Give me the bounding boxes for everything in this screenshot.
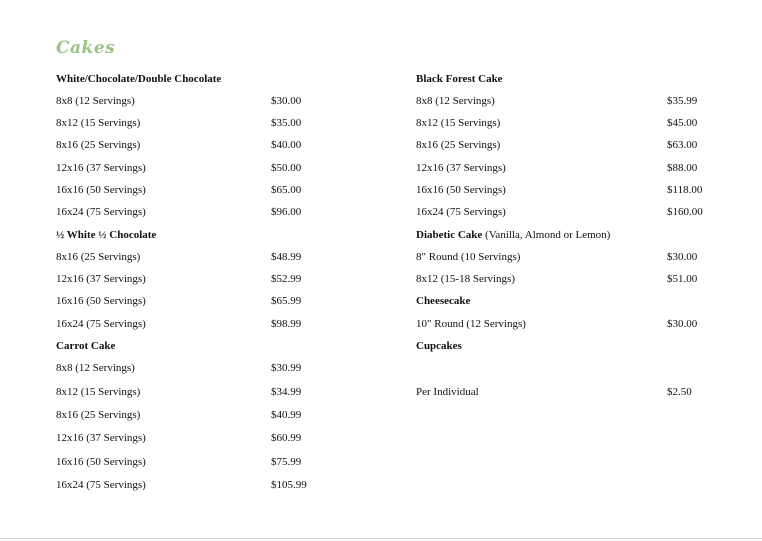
item-size: 12x16 (37 Servings): [56, 162, 146, 174]
item-price: $40.00: [271, 139, 302, 151]
item-price: $105.99: [271, 479, 307, 491]
item-size: 16x16 (50 Servings): [416, 184, 506, 196]
item-price: $50.00: [271, 162, 302, 174]
item-size: Per Individual: [416, 386, 479, 398]
item-size: 8x16 (25 Servings): [416, 139, 501, 151]
item-size: 16x24 (75 Servings): [56, 206, 146, 218]
page-title: Cakes: [56, 38, 116, 58]
item-price: $65.99: [271, 295, 302, 307]
item-size: 8x8 (12 Servings): [416, 95, 495, 107]
item-price: $35.00: [271, 117, 302, 129]
item-size: 10" Round (12 Servings): [416, 318, 526, 330]
section-note: (Vanilla, Almond or Lemon): [482, 229, 611, 241]
item-price: $60.99: [271, 432, 302, 444]
section-heading: ½ White ½ Chocolate: [56, 229, 157, 241]
item-price: $75.99: [271, 456, 302, 468]
item-price: $30.00: [667, 251, 698, 263]
item-size: 12x16 (37 Servings): [416, 162, 506, 174]
item-size: 16x24 (75 Servings): [56, 479, 146, 491]
item-price: $30.00: [271, 95, 302, 107]
item-size: 8x12 (15 Servings): [56, 117, 141, 129]
section-heading: Carrot Cake: [56, 340, 116, 352]
item-size: 16x16 (50 Servings): [56, 184, 146, 196]
item-size: 16x16 (50 Servings): [56, 456, 146, 468]
item-price: $48.99: [271, 251, 302, 263]
item-price: $88.00: [667, 162, 698, 174]
section-heading: Cheesecake: [416, 295, 471, 307]
item-price: $30.00: [667, 318, 698, 330]
item-size: 8x12 (15-18 Servings): [416, 273, 515, 285]
item-size: 12x16 (37 Servings): [56, 432, 146, 444]
item-price: $96.00: [271, 206, 302, 218]
item-price: $51.00: [667, 273, 698, 285]
page-bottom-divider: [0, 538, 762, 539]
item-size: 16x24 (75 Servings): [56, 318, 146, 330]
item-price: $160.00: [667, 206, 703, 218]
item-size: 8" Round (10 Servings): [416, 251, 521, 263]
item-size: 16x16 (50 Servings): [56, 295, 146, 307]
item-size: 8x12 (15 Servings): [56, 386, 141, 398]
item-size: 8x8 (12 Servings): [56, 95, 135, 107]
item-size: 16x24 (75 Servings): [416, 206, 506, 218]
item-price: $118.00: [667, 184, 703, 196]
item-size: 12x16 (37 Servings): [56, 273, 146, 285]
item-price: $30.99: [271, 362, 302, 374]
item-price: $45.00: [667, 117, 698, 129]
item-size: 8x8 (12 Servings): [56, 362, 135, 374]
item-price: $52.99: [271, 273, 302, 285]
item-size: 8x16 (25 Servings): [56, 251, 141, 263]
item-size: 8x12 (15 Servings): [416, 117, 501, 129]
section-heading: Cupcakes: [416, 340, 462, 352]
section-heading: Diabetic Cake (Vanilla, Almond or Lemon): [416, 229, 611, 241]
item-price: $65.00: [271, 184, 302, 196]
item-price: $63.00: [667, 139, 698, 151]
item-price: $2.50: [667, 386, 692, 398]
item-size: 8x16 (25 Servings): [56, 409, 141, 421]
item-price: $98.99: [271, 318, 302, 330]
item-size: 8x16 (25 Servings): [56, 139, 141, 151]
section-heading: Black Forest Cake: [416, 73, 503, 85]
item-price: $40.99: [271, 409, 302, 421]
item-price: $34.99: [271, 386, 302, 398]
item-price: $35.99: [667, 95, 698, 107]
section-heading: White/Chocolate/Double Chocolate: [56, 73, 222, 85]
